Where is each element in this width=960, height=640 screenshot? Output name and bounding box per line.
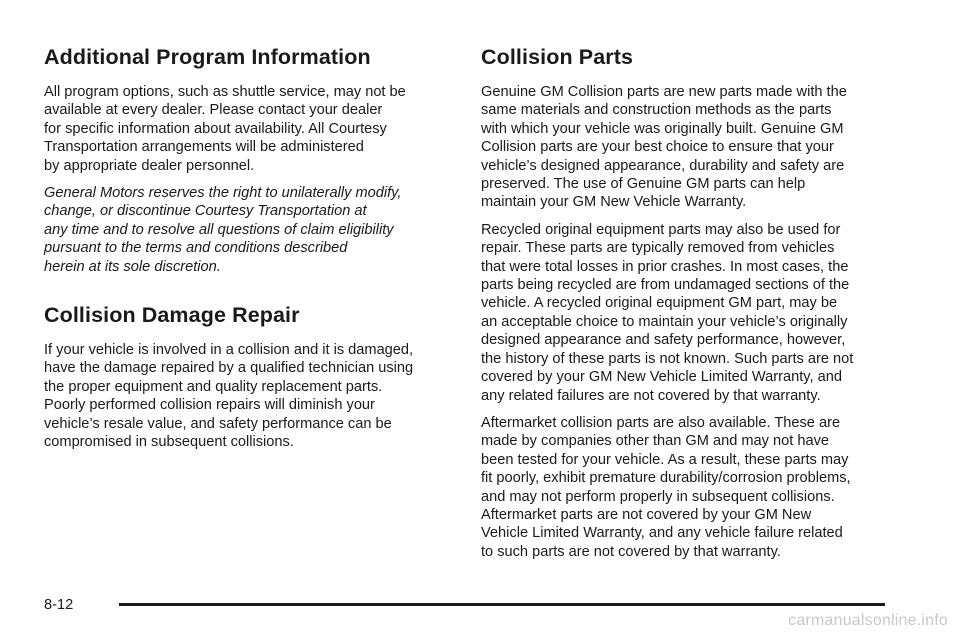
- text-line: and may not perform properly in subsequent collisions.: [481, 488, 835, 505]
- paragraph-aftermarket-parts: [481, 414, 889, 561]
- text-line: herein at its sole discretion.: [44, 258, 221, 275]
- paragraph-collision-damage: [44, 341, 452, 451]
- text-line: to such parts are not covered by that warranty.: [481, 543, 781, 560]
- footer-rule: [119, 603, 885, 606]
- text-line: made by companies other than GM and may not have: [481, 433, 830, 450]
- paragraph-genuine-gm-parts: [481, 83, 889, 212]
- text-line: Transportation arrangements will be administered: [44, 139, 364, 156]
- text-line: fit poorly, exhibit premature durability/corrosion problems,: [481, 470, 851, 487]
- text-line: have the damage repaired by a qualified technician using: [44, 360, 414, 377]
- text-line: vehicle’s designed appearance, durability and safety are: [481, 157, 845, 174]
- paragraph-recycled-parts: [481, 221, 889, 405]
- text-line: any time and to resolve all questions of claim eligibility: [44, 221, 394, 238]
- text-line: an acceptable choice to maintain your vehicle’s originally: [481, 313, 848, 330]
- text-line: parts being recycled are from undamaged sections of the: [481, 277, 850, 294]
- text-line: covered by your GM New Vehicle Limited Warranty, and: [481, 369, 842, 386]
- right-column: [481, 44, 889, 570]
- watermark: carmanualsonline.info: [788, 612, 948, 629]
- text-line: All program options, such as shuttle service, may not be: [44, 84, 406, 100]
- text-line: that were total losses in prior crashes. In most cases, the: [481, 258, 849, 275]
- text-line: Recycled original equipment parts may also be used for: [481, 221, 841, 238]
- paragraph-program-options: [44, 83, 452, 175]
- text-line: General Motors reserves the right to unilaterally modify,: [44, 185, 402, 202]
- text-line: change, or discontinue Courtesy Transportation at: [44, 203, 367, 220]
- text-line: available at every dealer. Please contact your dealer: [44, 102, 383, 119]
- text-line: any related failures are not covered by that warranty.: [481, 387, 821, 404]
- text-line: by appropriate dealer personnel.: [44, 157, 255, 174]
- text-line: designed appearance and safety performance, however,: [481, 332, 846, 349]
- text-line: If your vehicle is involved in a collision and it is damaged,: [44, 342, 414, 359]
- page-number: 8-12: [44, 597, 74, 613]
- text-line: Aftermarket parts are not covered by your GM New: [481, 506, 812, 523]
- text-line: Poorly performed collision repairs will diminish your: [44, 397, 375, 414]
- text-line: vehicle. A recycled original equipment GM part, may be: [481, 295, 838, 312]
- text-line: with which your vehicle was originally built. Genuine GM: [481, 120, 844, 137]
- text-line: Genuine GM Collision parts are new parts made with the: [481, 84, 847, 100]
- text-line: preserved. The use of Genuine GM parts can help: [481, 176, 806, 193]
- paragraph-gm-disclaimer: [44, 184, 452, 276]
- text-line: Aftermarket collision parts are also available. These are: [481, 414, 841, 431]
- text-line: same materials and construction methods as the parts: [481, 102, 832, 119]
- text-line: Vehicle Limited Warranty, and any vehicle failure related: [481, 525, 843, 542]
- left-column: [44, 44, 452, 461]
- heading-additional-program-information: Additional Program Information: [44, 45, 371, 69]
- text-line: Collision parts are your best choice to ensure that your: [481, 139, 834, 156]
- text-line: the proper equipment and quality replacement parts.: [44, 378, 383, 395]
- text-line: maintain your GM New Vehicle Warranty.: [481, 194, 747, 211]
- text-line: repair. These parts are typically removed from vehicles: [481, 240, 835, 257]
- heading-collision-parts: Collision Parts: [481, 45, 634, 69]
- text-line: vehicle’s resale value, and safety performance can be: [44, 415, 392, 432]
- heading-collision-damage-repair: Collision Damage Repair: [44, 303, 300, 328]
- text-line: been tested for your vehicle. As a result, these parts may: [481, 451, 849, 468]
- text-line: for specific information about availability. All Courtesy: [44, 120, 387, 137]
- text-line: pursuant to the terms and conditions described: [44, 240, 348, 257]
- text-line: the history of these parts is not known. Such parts are not: [481, 350, 854, 367]
- text-line: compromised in subsequent collisions.: [44, 434, 294, 451]
